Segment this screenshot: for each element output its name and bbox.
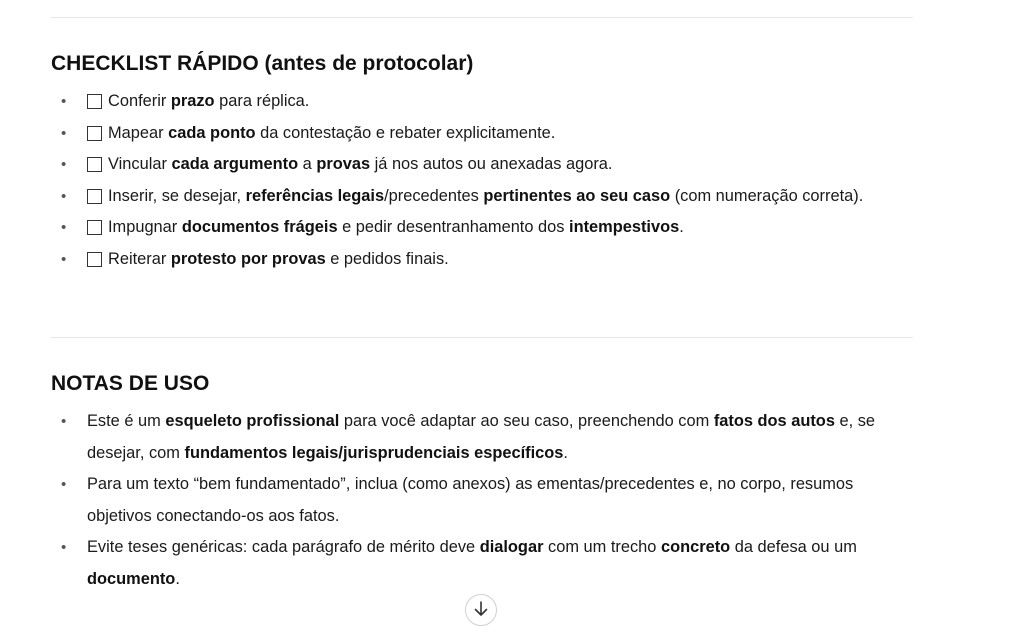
bold-text: cada ponto xyxy=(168,123,256,142)
scroll-to-bottom-button[interactable] xyxy=(465,594,497,626)
text: e pedir desentranhamento dos xyxy=(337,218,570,236)
checkbox[interactable] xyxy=(87,94,102,109)
checklist-item xyxy=(51,86,913,118)
bold-text: documentos frágeis xyxy=(181,218,338,236)
divider-middle xyxy=(51,337,913,338)
checkbox[interactable] xyxy=(87,126,102,141)
bold-text: concreto xyxy=(660,538,731,556)
text: da contestação e rebater explicitamente. xyxy=(255,123,556,142)
text: a xyxy=(298,155,317,173)
bullet-icon: • xyxy=(61,413,67,430)
text: da defesa ou um xyxy=(730,538,857,556)
bold-text: fundamentos legais/jurisprudenciais específicos xyxy=(184,443,564,462)
checkbox[interactable] xyxy=(87,189,102,204)
checklist-item xyxy=(51,244,913,276)
text: Mapear xyxy=(108,123,169,142)
text: Este é um xyxy=(87,412,166,430)
checklist-item xyxy=(51,181,913,213)
bullet-icon: • xyxy=(61,476,67,493)
bold-text: esqueleto profissional xyxy=(165,412,340,430)
checklist-item xyxy=(51,118,913,150)
notes-item xyxy=(51,469,913,532)
bold-text: cada argumento xyxy=(171,155,299,173)
text: e pedidos finais. xyxy=(325,249,449,268)
text: Para um texto “bem fundamentado”, inclua (como anexos) as ementas/precedentes e, no corpo, resumos objetivos conectando-os aos fatos. xyxy=(87,475,854,525)
text: e, se desejar, com xyxy=(87,412,876,462)
notes-heading: NOTAS DE USO xyxy=(51,372,210,395)
bold-text: documento xyxy=(87,569,176,588)
text: Evite teses genéricas: cada parágrafo de mérito deve xyxy=(87,538,480,556)
bullet-icon: • xyxy=(61,93,67,110)
bold-text: intempestivos xyxy=(569,218,680,236)
text: . xyxy=(679,218,684,236)
bullet-icon: • xyxy=(61,219,67,236)
text: Reiterar xyxy=(108,249,171,268)
text: . xyxy=(175,569,180,588)
bold-text: provas xyxy=(316,155,371,173)
text: Conferir xyxy=(108,92,171,110)
text: Vincular xyxy=(108,155,172,173)
checkbox[interactable] xyxy=(87,157,102,172)
bullet-icon: • xyxy=(61,156,67,173)
text: /precedentes xyxy=(384,186,484,205)
bold-text: protesto por provas xyxy=(170,249,326,268)
text: Impugnar xyxy=(108,218,182,236)
bullet-icon: • xyxy=(61,124,67,142)
text: (com numeração correta). xyxy=(670,186,864,205)
bold-text: dialogar xyxy=(479,538,544,556)
bold-text: prazo xyxy=(170,92,215,110)
text: com um trecho xyxy=(543,538,661,556)
checklist-list xyxy=(51,86,913,275)
divider-top xyxy=(51,17,913,18)
checklist-heading: CHECKLIST RÁPIDO (antes de protocolar) xyxy=(51,52,474,75)
arrow-down-icon xyxy=(474,601,488,617)
notes-list xyxy=(51,406,913,595)
text: Inserir, se desejar, xyxy=(108,186,246,205)
bullet-icon: • xyxy=(61,187,67,205)
bold-text: fatos dos autos xyxy=(713,412,835,430)
text: para você adaptar ao seu caso, preenchendo com xyxy=(339,412,714,430)
text: já nos autos ou anexadas agora. xyxy=(370,155,613,173)
checklist-item xyxy=(51,149,913,181)
bold-text: pertinentes ao seu caso xyxy=(483,186,671,205)
notes-item xyxy=(51,532,913,595)
checklist-item xyxy=(51,212,913,244)
bold-text: referências legais xyxy=(245,186,385,205)
checkbox[interactable] xyxy=(87,252,102,267)
checkbox[interactable] xyxy=(87,220,102,235)
bullet-icon: • xyxy=(61,539,67,556)
notes-item xyxy=(51,406,913,469)
bullet-icon: • xyxy=(61,250,67,268)
text: para réplica. xyxy=(214,92,310,110)
text: . xyxy=(563,443,568,462)
